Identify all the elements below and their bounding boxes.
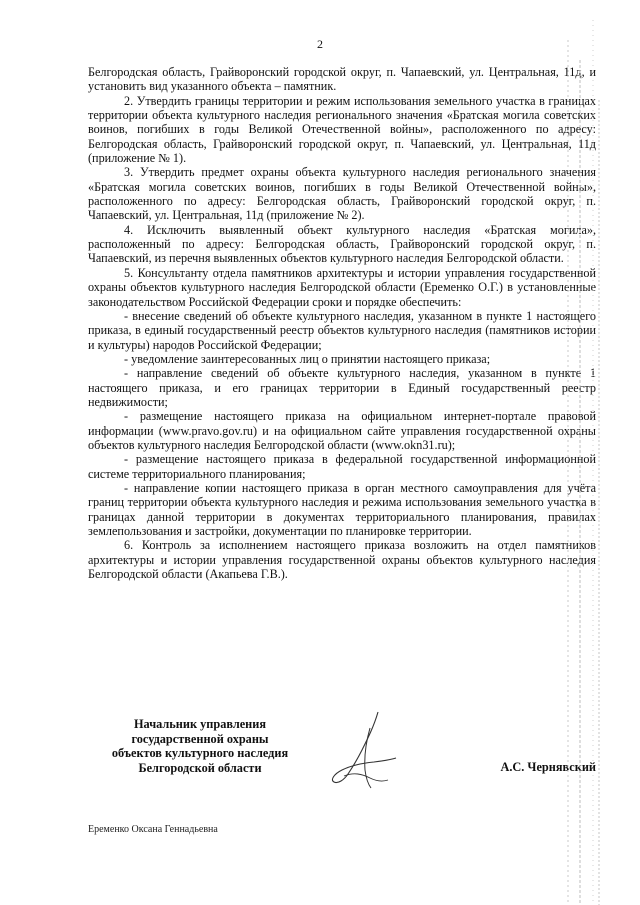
signatory-title-line: объектов культурного наследия	[111, 746, 289, 761]
paragraph-subitem-publish: - размещение настоящего приказа на официальном интернет-портале правовой информации (www.pravo.gov.ru) и на официальном сайте управления государственной охраны объектов культурного наследия Белгородской области (www.okn31.ru);	[88, 409, 596, 452]
paragraph-subitem-cadastre: - направление сведений об объекте культурного наследия, указанном в пункте 1 настоящего приказа, и его границах территории в Единый государственный реестр недвижимости;	[88, 366, 596, 409]
handwritten-signature	[324, 708, 400, 794]
signatory-title-line: Начальник управления	[133, 717, 267, 731]
paragraph-item-4: 4. Исключить выявленный объект культурного наследия «Братская могила», расположенный по адресу: Белгородская область, Грайворонский городской округ, п. Чапаевский, из перечня выявленных объектов культурного наследия Белгородской области.	[88, 222, 596, 266]
paragraph-item-3: 3. Утвердить предмет охраны объекта культурного наследия регионального значения «Братская могила советских воинов, погибших в годы Великой Отечественной войны», расположенного по адресу: Белгородская область, Грайворонский городской округ, п. Чапаевский, ул. Центральная, 11д (приложение № 2).	[88, 165, 596, 223]
paragraph-item-5: 5. Консультанту отдела памятников архитектуры и истории управления государственной охраны объектов культурного наследия Белгородской области (Еременко О.Г.) в установленные законодательством Российской Федерации сроки и порядке обеспечить:	[88, 265, 596, 309]
executor-name: Еременко Оксана Геннадьевна	[88, 824, 218, 835]
signatory-title-line: Белгородской области	[138, 760, 262, 775]
paragraph-subitem-notify: - уведомление заинтересованных лиц о принятии настоящего приказа;	[124, 351, 491, 366]
paragraph-subitem-registry: - внесение сведений об объекте культурного наследия, указанном в пункте 1 настоящего приказа, в единый государственный реестр объектов культурного наследия (памятников истории и культуры) народов Российской Федерации;	[88, 308, 596, 352]
signatory-title	[90, 717, 310, 775]
paragraph-subitem-local-gov: - направление копии настоящего приказа в орган местного самоуправления для учёта границ территории объекта культурного наследия и режима использования земельного участка в границах данной территории в документах территориального планирования, правилах землепользования и застройки, документации по планировке территории.	[88, 480, 596, 538]
page-number: 2	[317, 37, 323, 51]
signatory-title-line: государственной охраны	[131, 731, 269, 746]
paragraph-subitem-fgis: - размещение настоящего приказа в федеральной государственной информационной системе территориального планирования;	[88, 452, 596, 481]
document-body	[88, 65, 596, 581]
paragraph-item-6: 6. Контроль за исполнением настоящего приказа возложить на отдел памятников архитектуры и истории управления государственной охраны объектов культурного наследия Белгородской области (Акапьева Г.В.).	[88, 538, 596, 582]
paragraph-continuation: Белгородская область, Грайворонский городской округ, п. Чапаевский, ул. Центральная, 11д, и установить вид указанного объекта – памятник.	[88, 65, 596, 94]
paragraph-item-2: 2. Утвердить границы территории и режим использования земельного участка в границах территории объекта культурного наследия регионального значения «Братская могила советских воинов, погибших в годы Великой Отечественной войны», расположенного по адресу: Белгородская область, Грайворонский городской округ, п. Чапаевский, ул. Центральная, 11д (приложение № 1).	[88, 93, 596, 166]
signatory-name: А.С. Чернявский	[500, 760, 596, 774]
